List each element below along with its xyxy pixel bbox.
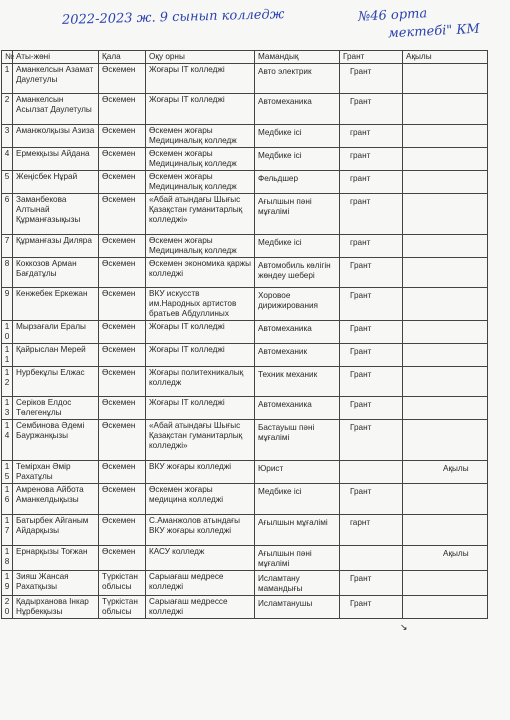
school-name: Жоғары IT колледжі <box>146 397 255 420</box>
city: Өскемен <box>99 94 146 125</box>
specialty: Медбике ісі <box>255 484 340 515</box>
specialty: Автомеханика <box>255 321 340 344</box>
specialty: Техник механик <box>255 367 340 397</box>
table-row <box>2 148 488 171</box>
paid-status <box>403 571 488 596</box>
row-number: 16 <box>2 484 13 515</box>
paid-status <box>403 367 488 397</box>
header-school: Оқу орны <box>146 51 255 64</box>
specialty: Хоровое дирижирования <box>255 288 340 321</box>
specialty: Медбике ісі <box>255 148 340 171</box>
table-row <box>2 64 488 94</box>
paid-status <box>403 64 488 94</box>
table-row <box>2 258 488 288</box>
paid-status <box>403 484 488 515</box>
row-number: 19 <box>2 571 13 596</box>
paid-status <box>403 288 488 321</box>
student-name: Жеңісбек Нұрай <box>13 171 99 194</box>
grant-status <box>340 546 403 571</box>
row-number: 4 <box>2 148 13 171</box>
city: Өскемен <box>99 484 146 515</box>
row-number: 3 <box>2 125 13 148</box>
paid-status <box>403 515 488 546</box>
specialty: Исламтану мамандығы <box>255 571 340 596</box>
header-number: № <box>2 51 13 64</box>
row-number: 11 <box>2 344 13 367</box>
paid-status: Ақылы <box>403 461 488 484</box>
school-name: Жоғары IT колледжі <box>146 64 255 94</box>
table-row <box>2 288 488 321</box>
specialty: Юрист <box>255 461 340 484</box>
paid-status <box>403 94 488 125</box>
city: Өскемен <box>99 515 146 546</box>
city: Түркістан облысы <box>99 596 146 619</box>
paid-status <box>403 596 488 619</box>
pen-mark: ↘ <box>400 622 408 632</box>
grant-status: Грант <box>340 64 403 94</box>
student-name: Қайрыслан Мерей <box>13 344 99 367</box>
grant-status: Грант <box>340 321 403 344</box>
city: Өскемен <box>99 546 146 571</box>
city: Өскемен <box>99 235 146 258</box>
table-header-row <box>2 51 488 64</box>
student-name: Құрманғазы Диляра <box>13 235 99 258</box>
student-name: Нурбекұлы Елжас <box>13 367 99 397</box>
grant-status: Грант <box>340 571 403 596</box>
grant-status: Грант <box>340 484 403 515</box>
specialty: Автомобиль көлігін жөндеу шебері <box>255 258 340 288</box>
student-name: Аманжолқызы Азиза <box>13 125 99 148</box>
grant-status: Грант <box>340 367 403 397</box>
school-name: Жоғары политехникалық колледж <box>146 367 255 397</box>
row-number: 7 <box>2 235 13 258</box>
row-number: 13 <box>2 397 13 420</box>
table-row <box>2 235 488 258</box>
school-name: Өскемен жоғары Медициналық колледж <box>146 235 255 258</box>
student-name: Коккозов Арман Бағдатұлы <box>13 258 99 288</box>
handwritten-note-school: №46 орта <box>357 6 428 25</box>
student-name: Серіков Елдос Төлегенұлы <box>13 397 99 420</box>
student-name: Амренова Айбота Аманкелдықызы <box>13 484 99 515</box>
student-name: Зияш Жансая Рахатқызы <box>13 571 99 596</box>
specialty: Бастауыш пәні мұғалімі <box>255 420 340 461</box>
row-number: 10 <box>2 321 13 344</box>
table-row <box>2 397 488 420</box>
city: Өскемен <box>99 344 146 367</box>
student-name: Сембинова Әдемі Бауржанқызы <box>13 420 99 461</box>
student-name: Қадырханова Інкар Нұрбекқызы <box>13 596 99 619</box>
grant-status: гарнт <box>340 515 403 546</box>
specialty: Исламтанушы <box>255 596 340 619</box>
student-name: Темірхан Әмір Рахатұлы <box>13 461 99 484</box>
student-name: Мырзағали Ералы <box>13 321 99 344</box>
table-row <box>2 94 488 125</box>
school-name: Сарыағаш медресе колледжі <box>146 571 255 596</box>
paid-status <box>403 235 488 258</box>
student-name: Аманкелсын Асылзат Даулетулы <box>13 94 99 125</box>
grant-status: Грант <box>340 420 403 461</box>
header-grant: Грант <box>340 51 403 64</box>
table-row <box>2 571 488 596</box>
student-name: Ермекқызы Айдана <box>13 148 99 171</box>
specialty: Фельдшер <box>255 171 340 194</box>
school-name: Өскемен экономика қаржы колледжі <box>146 258 255 288</box>
school-name: Жоғары IT колледжі <box>146 321 255 344</box>
grant-status: Грант <box>340 288 403 321</box>
city: Өскемен <box>99 258 146 288</box>
grant-status: грант <box>340 148 403 171</box>
school-name: Өскемен жоғары медицина колледжі <box>146 484 255 515</box>
student-name: Ернарқызы Тоғжан <box>13 546 99 571</box>
paid-status <box>403 148 488 171</box>
row-number: 8 <box>2 258 13 288</box>
student-name: Батырбек Айганым Айдарқызы <box>13 515 99 546</box>
grant-status: Грант <box>340 344 403 367</box>
city: Өскемен <box>99 367 146 397</box>
header-paid: Ақылы <box>403 51 488 64</box>
paid-status <box>403 321 488 344</box>
grant-status: Грант <box>340 258 403 288</box>
specialty: Медбике ісі <box>255 125 340 148</box>
specialty: Ағылшын пәні мұғалімі <box>255 546 340 571</box>
paid-status <box>403 420 488 461</box>
specialty: Авто электрик <box>255 64 340 94</box>
school-name: Өскемен жоғары Медициналық колледж <box>146 148 255 171</box>
city: Өскемен <box>99 148 146 171</box>
school-name: «Абай атындағы Шығыс Қазақстан гуманитарлық колледжі» <box>146 420 255 461</box>
paid-status <box>403 171 488 194</box>
city: Өскемен <box>99 125 146 148</box>
city: Өскемен <box>99 461 146 484</box>
row-number: 2 <box>2 94 13 125</box>
grant-status <box>340 461 403 484</box>
specialty: Автомеханика <box>255 397 340 420</box>
grant-status: Грант <box>340 596 403 619</box>
table-row <box>2 484 488 515</box>
table-row <box>2 321 488 344</box>
student-name: Заманбекова Алтынай Құрманғазықызы <box>13 194 99 235</box>
specialty: Автомеханик <box>255 344 340 367</box>
specialty: Автомеханика <box>255 94 340 125</box>
row-number: 17 <box>2 515 13 546</box>
city: Түркістан облысы <box>99 571 146 596</box>
school-name: «Абай атындағы Шығыс Қазақстан гуманитарлық колледжі» <box>146 194 255 235</box>
row-number: 6 <box>2 194 13 235</box>
school-name: ВКУ искусств им.Народных артистов братьев Абдуллиных <box>146 288 255 321</box>
paid-status <box>403 258 488 288</box>
table-row <box>2 515 488 546</box>
row-number: 20 <box>2 596 13 619</box>
table-row <box>2 461 488 484</box>
row-number: 14 <box>2 420 13 461</box>
table-row <box>2 596 488 619</box>
specialty: Ағылшын мұғалімі <box>255 515 340 546</box>
specialty: Медбике ісі <box>255 235 340 258</box>
grant-status: грант <box>340 171 403 194</box>
header-city: Қала <box>99 51 146 64</box>
paid-status <box>403 125 488 148</box>
table-row <box>2 546 488 571</box>
city: Өскемен <box>99 288 146 321</box>
table-row <box>2 125 488 148</box>
city: Өскемен <box>99 171 146 194</box>
grant-status: грант <box>340 235 403 258</box>
table-row <box>2 367 488 397</box>
paid-status <box>403 194 488 235</box>
grant-status: Грант <box>340 94 403 125</box>
row-number: 12 <box>2 367 13 397</box>
school-name: Сарыағаш медрессе колледжі <box>146 596 255 619</box>
student-name: Кенжебек Еркежан <box>13 288 99 321</box>
city: Өскемен <box>99 194 146 235</box>
school-name: КАСУ колледж <box>146 546 255 571</box>
header-specialty: Мамандық <box>255 51 340 64</box>
paid-status: Ақылы <box>403 546 488 571</box>
row-number: 1 <box>2 64 13 94</box>
city: Өскемен <box>99 64 146 94</box>
row-number: 5 <box>2 171 13 194</box>
table-row <box>2 344 488 367</box>
school-name: ВКУ жоғары колледжі <box>146 461 255 484</box>
paid-status <box>403 397 488 420</box>
grant-status: Грант <box>340 397 403 420</box>
header-name: Аты-жөні <box>13 51 99 64</box>
graduates-table <box>1 50 488 619</box>
school-name: Жоғары IT колледжі <box>146 94 255 125</box>
grant-status: грант <box>340 125 403 148</box>
city: Өскемен <box>99 321 146 344</box>
row-number: 9 <box>2 288 13 321</box>
table-row <box>2 420 488 461</box>
handwritten-note-school-2: мектебі" КМ <box>387 21 481 42</box>
school-name: Өскемен жоғары Медициналық колледж <box>146 171 255 194</box>
city: Өскемен <box>99 397 146 420</box>
table-row <box>2 194 488 235</box>
paid-status <box>403 344 488 367</box>
school-name: С.Аманжолов атындағы ВКУ жоғары колледжі <box>146 515 255 546</box>
student-name: Аманкелсын Азамат Даулетулы <box>13 64 99 94</box>
row-number: 18 <box>2 546 13 571</box>
city: Өскемен <box>99 420 146 461</box>
school-name: Өскемен жоғары Медициналық колледж <box>146 125 255 148</box>
school-name: Жоғары IT колледжі <box>146 344 255 367</box>
specialty: Ағылшын пәні мұғалімі <box>255 194 340 235</box>
handwritten-note-year: 2022-2023 ж. 9 сынып колледж <box>61 7 285 28</box>
table-row <box>2 171 488 194</box>
grant-status: грант <box>340 194 403 235</box>
row-number: 15 <box>2 461 13 484</box>
